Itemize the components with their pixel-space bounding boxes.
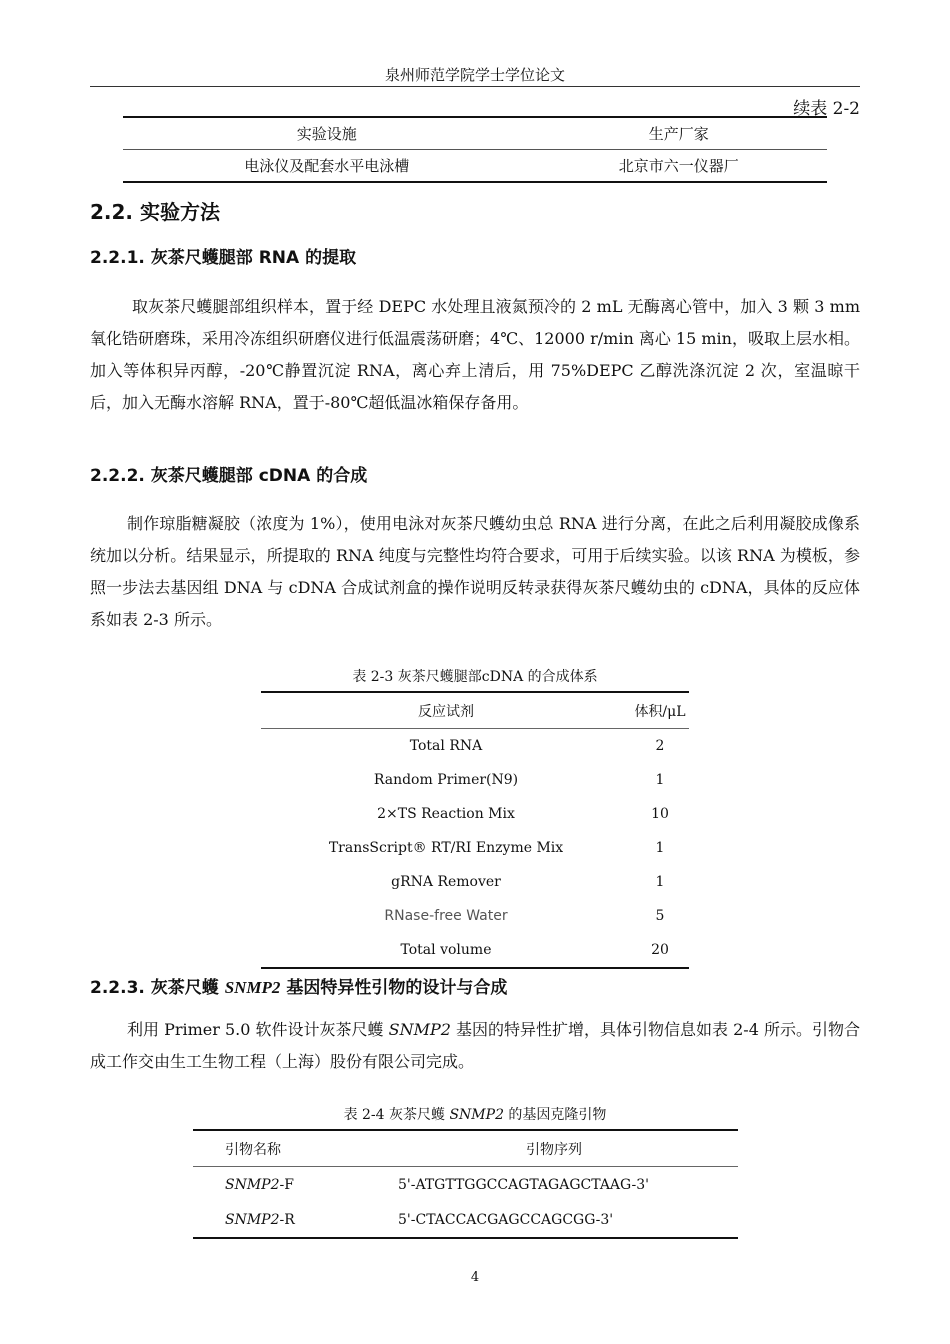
header-cell-reagent: 反应试剂 [261, 692, 631, 729]
caption-text: 的基因克隆引物 [503, 1107, 607, 1123]
table-header-row [193, 1130, 738, 1167]
table-cell: 20 [631, 933, 689, 968]
table-2-4 [193, 1129, 738, 1239]
header-divider [90, 86, 860, 87]
table-header-row [261, 692, 689, 729]
paragraph-primer-design [90, 1014, 860, 1078]
primer-suffix: -R [279, 1211, 295, 1228]
gene-name: SNMP2 [388, 1020, 451, 1039]
table-cell: gRNA Remover [391, 874, 501, 890]
caption-text: 表 2-4 灰茶尺蠖 [343, 1107, 450, 1123]
paragraph-cdna-synthesis: 制作琼脂糖凝胶（浓度为 1%），使用电泳对灰茶尺蠖幼虫总 RNA 进行分离，在此之后利用凝胶成像系统加以分析。结果显示，所提取的 RNA 纯度与完整性均符合要求，可用于后续实验。以该 RNA 为模板，参照一步法去基因组 DNA 与 cDNA 合成试剂盒的操作说明反转录获得灰茶尺蠖幼虫的 cDNA，具体的反应体系如表 2-3 所示。 [90, 514, 860, 629]
table-row [261, 797, 689, 831]
table-row [261, 899, 689, 933]
header-cell-manufacturer: 生产厂家 [531, 117, 827, 150]
gene-name: SNMP2 [225, 1176, 280, 1193]
table-cell: 1 [655, 840, 665, 856]
table-cell: 1 [655, 874, 665, 890]
table-row [261, 729, 689, 764]
header-cell-volume: 体积/μL [631, 692, 689, 729]
section-heading-2-2-3 [90, 973, 507, 998]
section-heading-2-2: 2.2. 实验方法 [90, 200, 220, 224]
header-cell-primer-sequence: 引物序列 [370, 1130, 738, 1167]
header-cell-facility: 实验设施 [123, 117, 531, 150]
continued-table-label: 续表 2-2 [793, 99, 860, 119]
primer-name-cell [193, 1202, 370, 1238]
table-row [123, 150, 827, 183]
primer-sequence-cell: 5'-CTACCACGAGCCAGCGG-3' [370, 1202, 738, 1238]
table-cell: 电泳仪及配套水平电泳槽 [123, 150, 531, 183]
paragraph-text: 基因的特异性扩增，具体引物信息如表 2-4 所示。引物合成工作交由生工生物工程（上海）股份有限公司完成。 [90, 1020, 860, 1071]
table-row [193, 1167, 738, 1203]
table-row [193, 1202, 738, 1238]
table-cell: 10 [651, 806, 669, 822]
table-cell: 1 [655, 772, 665, 788]
table-caption-2-4 [0, 1104, 950, 1124]
table-cell: 2×TS Reaction Mix [377, 806, 515, 822]
table-cell: TransScript® RT/RI Enzyme Mix [328, 840, 564, 856]
table-cell: 北京市六一仪器厂 [531, 150, 827, 183]
table-cell: 2 [655, 738, 665, 754]
gene-name: SNMP2 [449, 1107, 504, 1123]
table-2-3 [261, 691, 689, 969]
table-cell: Random Primer(N9) [373, 772, 519, 788]
header-cell-primer-name: 引物名称 [193, 1130, 370, 1167]
page-number: 4 [470, 1270, 480, 1285]
primer-sequence-cell: 5'-ATGTTGGCCAGTAGAGCTAAG-3' [398, 1176, 649, 1193]
running-header: 泉州师范学院学士学位论文 [384, 66, 565, 84]
table-row [261, 763, 689, 797]
gene-name: SNMP2 [225, 1211, 280, 1228]
continued-table-2-2 [123, 116, 827, 183]
table-caption-2-3: 表 2-3 灰茶尺蠖腿部cDNA 的合成体系 [352, 669, 598, 685]
paragraph-text: 利用 Primer 5.0 软件设计灰茶尺蠖 [127, 1020, 389, 1039]
table-cell: Total RNA [409, 738, 483, 754]
section-heading-2-2-1: 2.2.1. 灰茶尺蠖腿部 RNA 的提取 [90, 248, 357, 268]
table-cell: RNase-free Water [384, 908, 508, 924]
table-row [261, 865, 689, 899]
primer-name-cell [193, 1167, 370, 1203]
table-row [261, 933, 689, 968]
table-row [261, 831, 689, 865]
table-cell: Total volume [261, 933, 631, 968]
heading-text: 2.2.3. 灰茶尺蠖 [90, 978, 225, 998]
primer-suffix: -F [279, 1176, 294, 1193]
heading-text: 基因特异性引物的设计与合成 [280, 978, 508, 998]
section-heading-2-2-2: 2.2.2. 灰茶尺蠖腿部 cDNA 的合成 [90, 466, 368, 486]
table-cell: 5 [655, 908, 665, 924]
paragraph-rna-extraction: 取灰茶尺蠖腿部组织样本，置于经 DEPC 水处理且液氮预冷的 2 mL 无酶离心管中，加入 3 颗 3 mm 氧化锆研磨珠，采用冷冻组织研磨仪进行低温震荡研磨；4℃、12000 r/min 离心 15 min，吸取上层水相。加入等体积异丙醇，-20℃静置沉淀 RNA，离心弃上清后，用 75%DEPC 乙醇洗涤沉淀 2 次，室温晾干后，加入无酶水溶解 RNA，置于-80℃超低温冰箱保存备用。 [90, 297, 860, 412]
table-header-row [123, 117, 827, 150]
gene-name: SNMP2 [224, 978, 281, 997]
